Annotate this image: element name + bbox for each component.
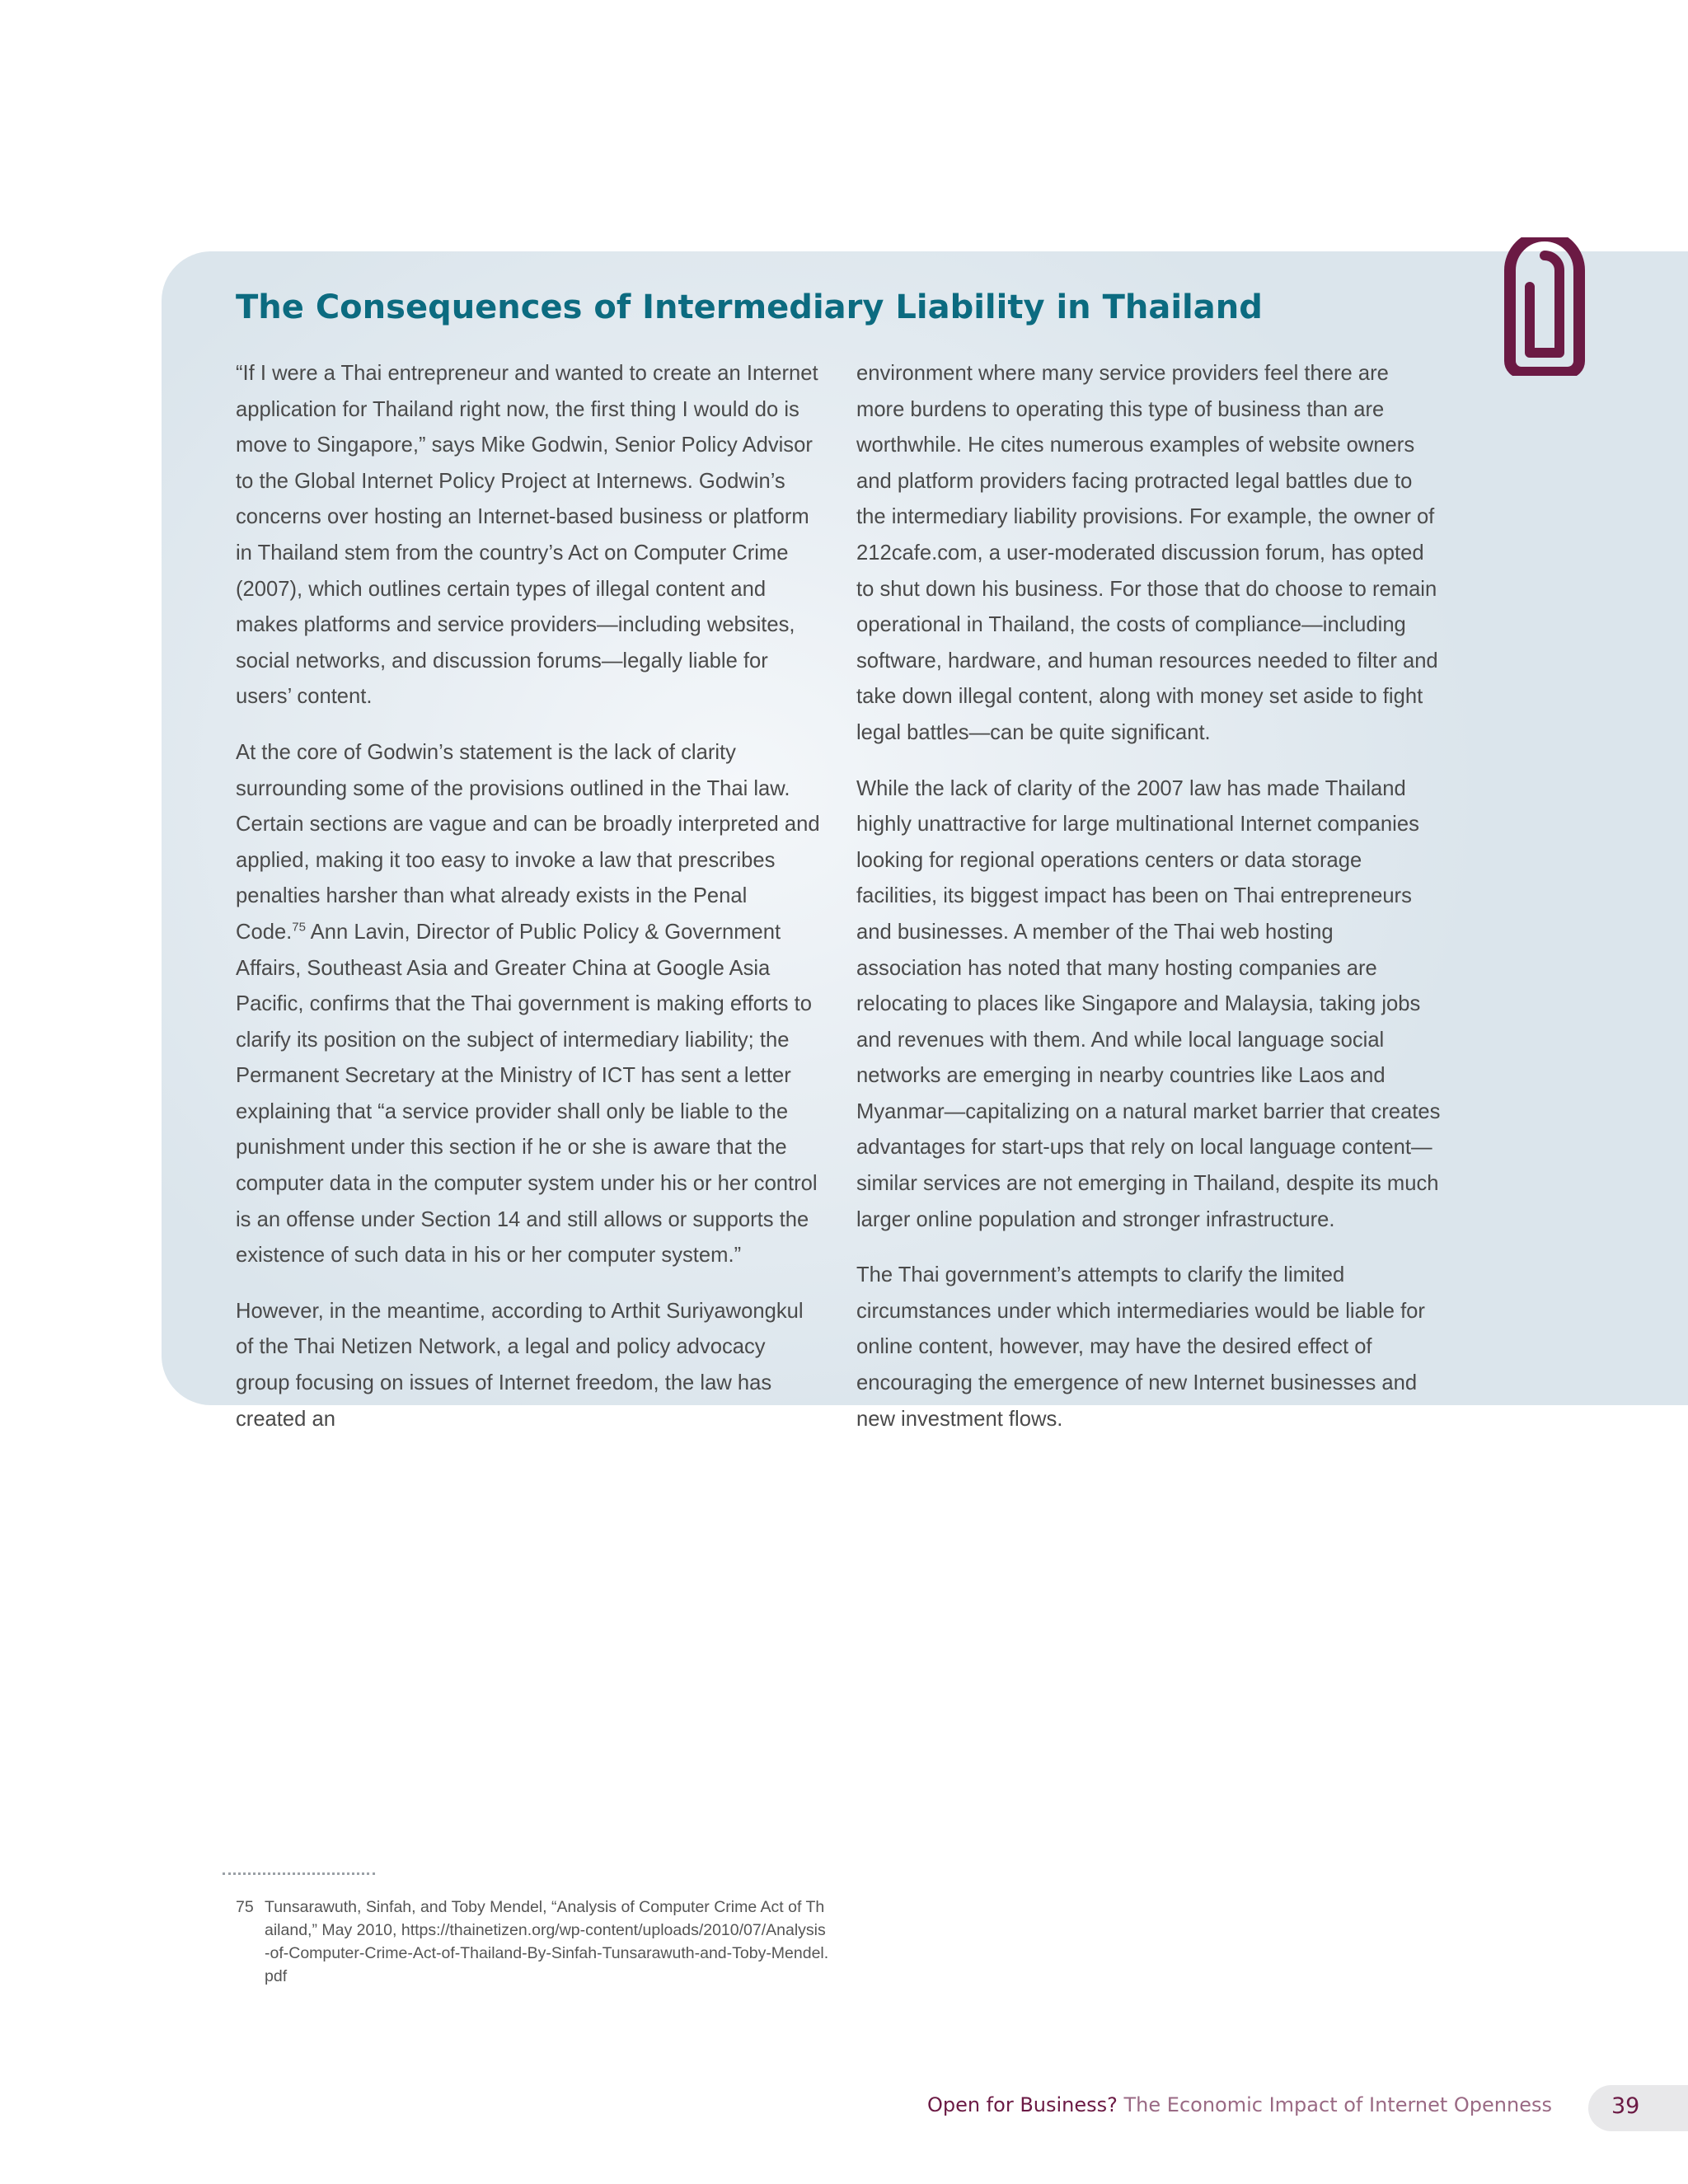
sidebar-title: The Consequences of Intermediary Liability in Thailand: [236, 288, 1263, 326]
paperclip-icon: [1498, 237, 1591, 376]
paragraph-text: Ann Lavin, Director of Public Policy & Government Affairs, Southeast Asia and Greater China at Google Asia Pacific, confirms that the Thai government is making efforts to clarify its position on the subject of intermediary liability; the Permanent Secretary at the Ministry of ICT has sent a letter explaining that “a service provider shall only be liable to the punishment under this section if he or she is aware that the computer data in the computer system under his or her control is an offense under Section 14 and still allows or supports the existence of such data in his or her computer system.”: [236, 920, 818, 1268]
paragraph: While the lack of clarity of the 2007 law has made Thailand highly unattractive for large multinational Internet companies looking for regional operations centers or data storage facilities, its biggest impact has been on Thai entrepreneurs and businesses. A member of the Thai web hosting association has noted that many hosting companies are relocating to places like Singapore and Malaysia, taking jobs and revenues with them. And while local language social networks are emerging in nearby countries like Laos and Myanmar—capitalizing on a natural market barrier that creates advantages for start-ups that rely on local language content—similar services are not emerging in Thailand, despite its much larger online population and stronger infrastructure.: [856, 776, 1441, 1231]
footer-title-rest: The Economic Impact of Internet Openness: [1117, 2093, 1552, 2116]
left-column: [236, 356, 821, 1457]
footnote-number: 75: [236, 1898, 254, 1916]
paragraph-text: At the core of Godwin’s statement is the lack of clarity surrounding some of the provisions outlined in the Thai law. Certain sections are vague and can be broadly interpreted and applied, making it too easy to invoke a law that prescribes penalties harsher than what already exists in the Penal Code.: [236, 740, 820, 944]
paragraph: “If I were a Thai entrepreneur and wanted to create an Internet application for Thailand right now, the first thing I would do is move to Singapore,” says Mike Godwin, Senior Policy Advisor to the Global Internet Policy Project at Internews. Godwin’s concerns over hosting an Internet-based business or platform in Thailand stem from the country’s Act on Computer Crime (2007), which outlines certain types of illegal content and makes platforms and service providers—including websites, social networks, and discussion forums—legally liable for users’ content.: [236, 362, 818, 709]
page-number: 39: [1611, 2093, 1640, 2119]
paragraph: environment where many service providers feel there are more burdens to operating this type of business than are worthwhile. He cites numerous examples of website owners and platform providers facing protracted legal battles due to the intermediary liability provisions. For example, the owner of 212cafe.com, a user-moderated discussion forum, has opted to shut down his business. For those that do choose to remain operational in Thailand, the costs of compliance—including software, hardware, and human resources needed to filter and take down illegal content, along with money set aside to fight legal battles—can be quite significant.: [856, 362, 1438, 744]
footnote-text: Tunsarawuth, Sinfah, and Toby Mendel, “Analysis of Computer Crime Act of Thailand,” May 2010, https://thainetizen.org/wp-content/uploads/2010/07/Analysis-of-Computer-Crime-Act-of-Thailand-By-Sinfah-Tunsarawuth-and-Toby-Mendel.pdf: [265, 1898, 829, 1985]
paragraph: However, in the meantime, according to Arthit Suriyawongkul of the Thai Netizen Network, a legal and policy advocacy group focusing on issues of Internet freedom, the law has created an: [236, 1299, 804, 1431]
footnote-divider: [223, 1872, 375, 1875]
footnote: [236, 1896, 829, 1988]
footnote-reference[interactable]: 75: [292, 920, 306, 935]
running-footer: [927, 2093, 1552, 2116]
paragraph: [236, 735, 821, 1274]
paragraph: The Thai government’s attempts to clarify the limited circumstances under which intermediaries would be liable for online content, however, may have the desired effect of encouraging the emergence of new Internet businesses and new investment flows.: [856, 1263, 1425, 1431]
right-column: [856, 356, 1442, 1457]
footer-title-strong: Open for Business?: [926, 2093, 1118, 2116]
